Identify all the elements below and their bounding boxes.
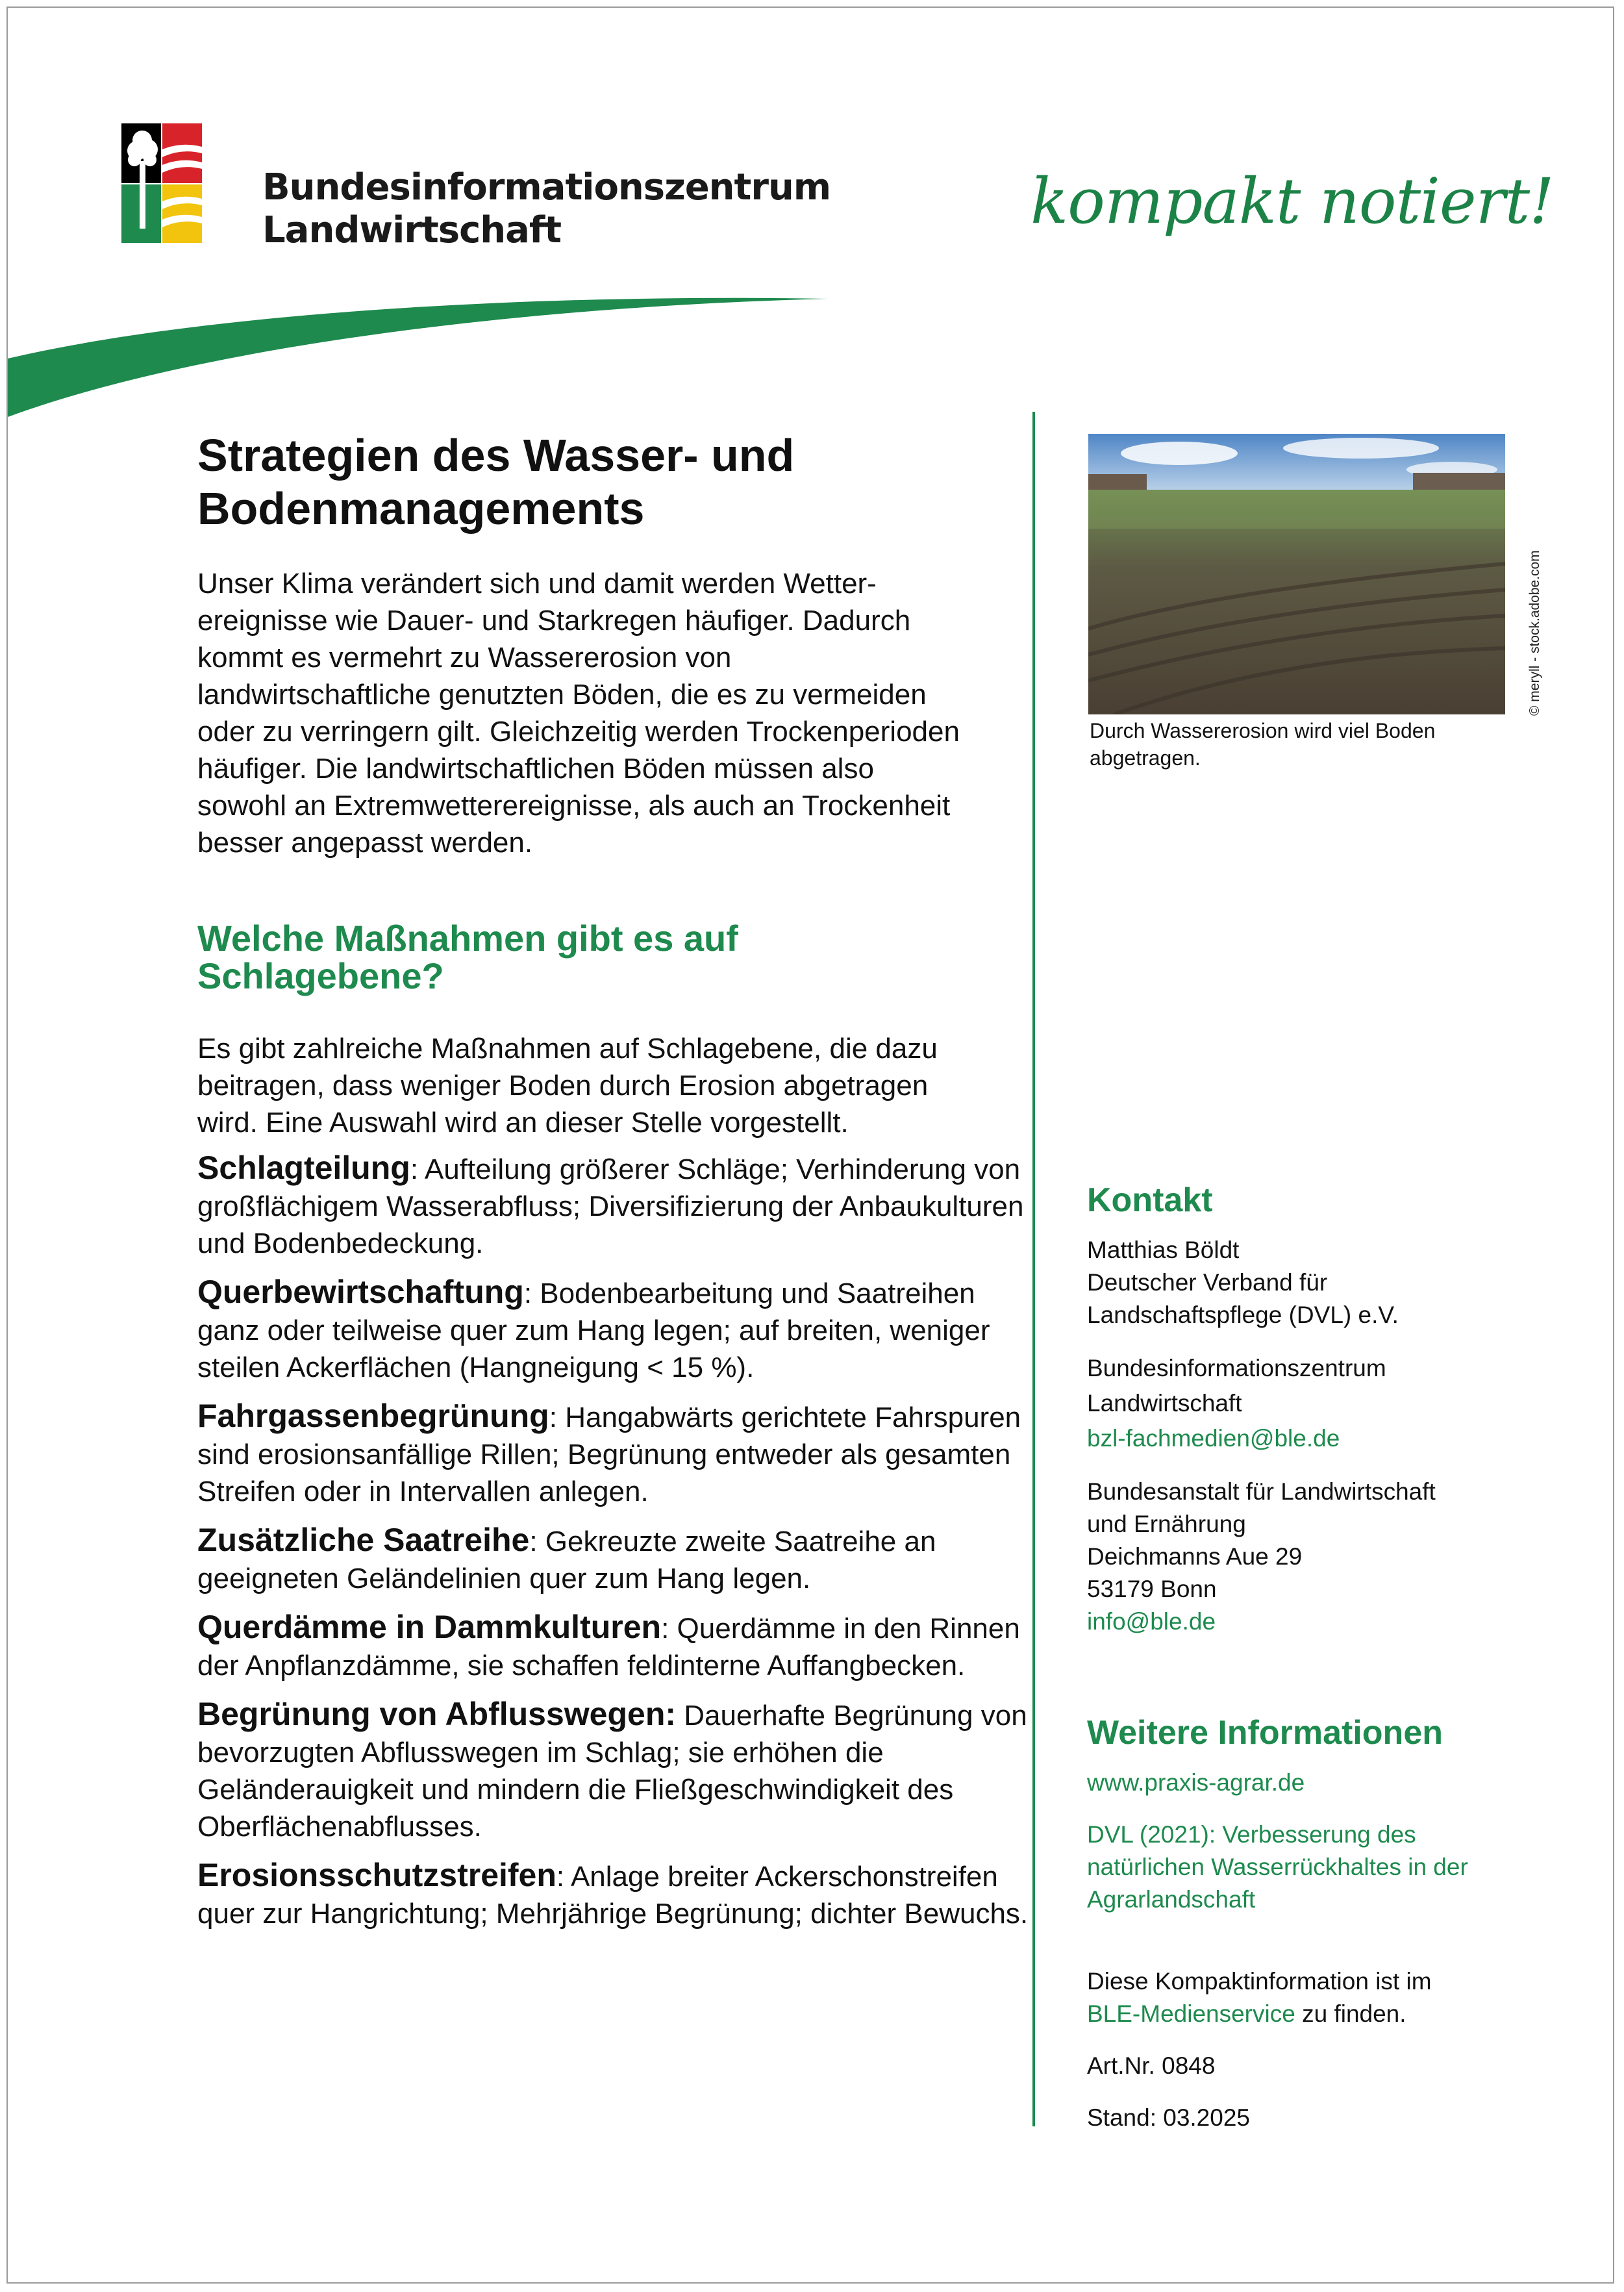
page-title-line1: Strategien des Wasser- und: [197, 430, 795, 481]
measure-text: Gekreuzte zweite Saatreihe an geeigneten Geländelinien quer zum Hang legen.: [197, 1526, 936, 1594]
contact-section: [1087, 1181, 1542, 1638]
measure-text: Dauerhafte Begrünung von bevorzugten Abflusswegen im Schlag; sie erhöhen die Geländerauigkeit und mindern die Fließgeschwindigkeit des Oberflächenabflusses.: [197, 1700, 1027, 1843]
contact-heading: Kontakt: [1087, 1181, 1213, 1219]
contact-org-line2: Landschaftspflege (DVL) e.V.: [1087, 1302, 1399, 1328]
intro-paragraph: Unser Klima verändert sich und damit werden Wetter- ereignisse wie Dauer- und Starkregen häufiger. Dadurch kommt es vermehrt zu Wassererosion von landwirtschaftliche genutzten Böden, die es zu vermeiden oder zu verringern gilt. Gleichzeitig werden Trockenperioden häufiger. Die landwirtschaftlichen Böden müssen also sowohl an Extremwetterereignisse, als auch an Trockenheit besser angepasst werden.: [197, 568, 960, 859]
stand-date: Stand: 03.2025: [1087, 2104, 1250, 2131]
contact-org-line1: Deutscher Verband für: [1087, 1269, 1328, 1296]
contact-bzl-line2: Landwirtschaft: [1087, 1390, 1242, 1417]
measure-item: [197, 1857, 1035, 1932]
measure-term: Fahrgassenbegrünung: [197, 1398, 549, 1434]
measure-text: Anlage breiter Ackerschonstreifen quer zur Hangrichtung; Mehrjährige Begrünung; dichter Bewuchs.: [197, 1861, 1029, 1930]
field-erosion-photo: [1088, 434, 1505, 714]
footer-suffix: zu finden.: [1295, 2000, 1406, 2027]
tagline: kompakt notiert!: [1031, 165, 1554, 238]
org-name-line2: Landwirtschaft: [262, 209, 562, 251]
org-name-line1: Bundesinformationszentrum: [262, 166, 831, 208]
measure-term: Begrünung von Abflusswegen:: [197, 1696, 677, 1732]
contact-city: 53179 Bonn: [1087, 1576, 1217, 1602]
swoosh-decoration: [8, 287, 852, 430]
ble-medienservice-link[interactable]: BLE-Medienservice: [1087, 2000, 1295, 2027]
measure-text: Aufteilung größerer Schläge; Verhinderung von großflächigem Wasserabfluss; Diversifizierung der Anbaukulturen und Bodenbedeckung.: [197, 1153, 1024, 1259]
measure-item: [197, 1398, 1035, 1510]
measure-item: [197, 1696, 1035, 1845]
contact-person-block: [1087, 1234, 1542, 1331]
footer-line2: [1087, 1998, 1542, 2030]
measure-term: Querbewirtschaftung: [197, 1274, 524, 1310]
measure-separator: :: [529, 1526, 538, 1557]
measure-item: [197, 1522, 1035, 1597]
measure-item: [197, 1609, 1035, 1684]
measure-item: [197, 1150, 1035, 1262]
measure-separator: :: [410, 1153, 419, 1185]
measure-separator: :: [523, 1278, 532, 1309]
measure-item: [197, 1274, 1035, 1386]
contact-ble-line1: Bundesanstalt für Landwirtschaft: [1087, 1478, 1436, 1505]
measure-text: Bodenbearbeitung und Saatreihen ganz oder teilweise quer zum Hang legen; auf breiten, weniger steilen Ackerflächen (Hangneigung < 15 %).: [197, 1278, 990, 1383]
document-page: [6, 6, 1614, 2284]
ble-email-link[interactable]: info@ble.de: [1087, 1608, 1216, 1635]
measure-term: Zusätzliche Saatreihe: [197, 1522, 530, 1558]
measure-separator: :: [556, 1861, 565, 1893]
section-intro: Es gibt zahlreiche Maßnahmen auf Schlagebene, die dazu beitragen, dass weniger Boden durch Erosion abgetragen wird. Eine Auswahl wird an dieser Stelle vorgestellt.: [197, 1033, 938, 1139]
page-title: [197, 429, 1022, 535]
photo-caption: Durch Wassererosion wird viel Boden abgetragen.: [1090, 719, 1436, 770]
page-title-line2: Bodenmanagements: [197, 483, 645, 534]
measure-separator: :: [549, 1402, 557, 1433]
praxis-agrar-link[interactable]: www.praxis-agrar.de: [1087, 1769, 1305, 1796]
measure-term: Schlagteilung: [197, 1150, 410, 1186]
measure-term: Erosionsschutzstreifen: [197, 1857, 556, 1893]
contact-bzl-block: [1087, 1351, 1542, 1456]
footer-info: [1087, 1965, 1542, 2134]
contact-ble-block: [1087, 1476, 1542, 1638]
contact-bzl-line1: Bundesinformationszentrum: [1087, 1355, 1386, 1381]
measures-list: [197, 1150, 1035, 1944]
dvl-link-line2: natürlichen Wasserrückhaltes in der: [1087, 1854, 1468, 1880]
measure-term: Querdämme in Dammkulturen: [197, 1609, 662, 1645]
more-info-section: [1087, 1713, 1542, 1916]
more-info-heading: Weitere Informationen: [1087, 1714, 1443, 1752]
org-name: [262, 166, 831, 252]
dvl-publication-link[interactable]: [1087, 1819, 1542, 1916]
section-heading: Welche Maßnahmen gibt es auf Schlagebene?: [197, 918, 738, 996]
measure-text: Querdämme in den Rinnen der Anpflanzdämme, sie schaffen feldinterne Auffangbecken.: [197, 1613, 1020, 1681]
bzl-email-link[interactable]: bzl-fachmedien@ble.de: [1087, 1425, 1340, 1452]
photo-credit: © meryll - stock.adobe.com: [1527, 550, 1542, 716]
dvl-link-line3: Agrarlandschaft: [1087, 1886, 1256, 1913]
bzl-logo-tree-field-icon: [121, 123, 202, 243]
article-number: Art.Nr. 0848: [1087, 2052, 1216, 2079]
contact-person: Matthias Böldt: [1087, 1237, 1240, 1263]
footer-line1: Diese Kompaktinformation ist im: [1087, 1968, 1432, 1995]
contact-ble-line2: und Ernährung: [1087, 1511, 1246, 1537]
contact-street: Deichmanns Aue 29: [1087, 1543, 1303, 1570]
measure-text: Hangabwärts gerichtete Fahrspuren sind erosionsanfällige Rillen; Begrünung entweder als gesamten Streifen oder in Intervallen anlegen.: [197, 1402, 1021, 1507]
dvl-link-line1: DVL (2021): Verbesserung des: [1087, 1821, 1416, 1848]
measure-separator: :: [661, 1613, 669, 1644]
